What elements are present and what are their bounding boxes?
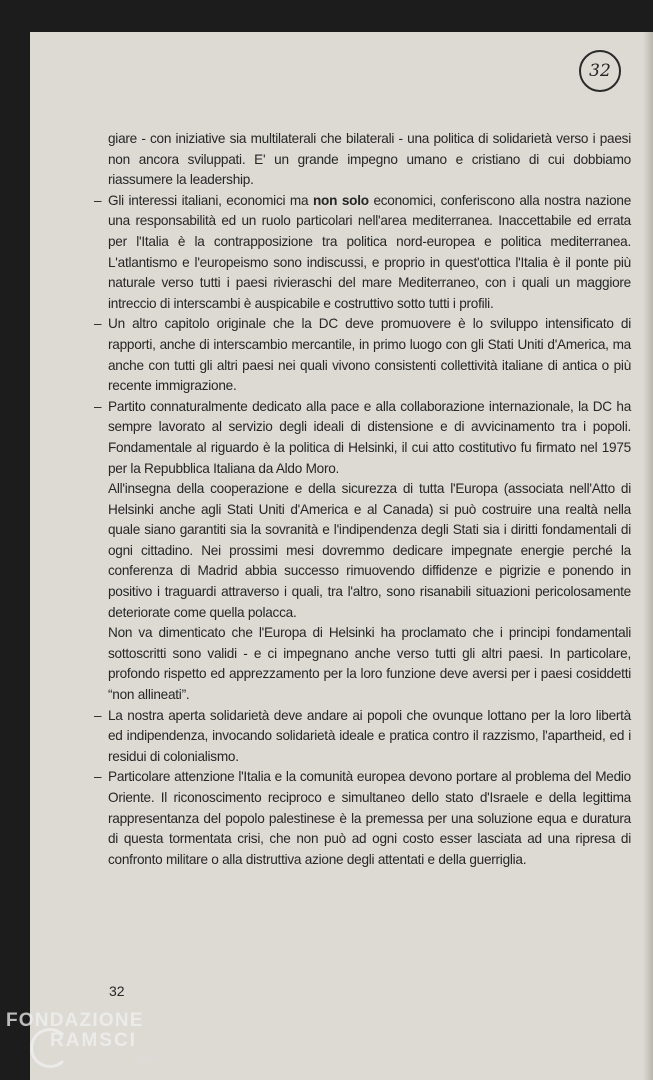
bullet-text: Particolare attenzione l'Italia e la comunità europea devono portare al problema del Medio Oriente. Il riconoscimento reciproco e simultaneo dello stato d'Israele e della legittima rappresentanza del popolo palestinese è la premessa per una soluzione equa e duratura di questa tormentata crisi, che non può ad ogni costo esser lasciata ad una ripresa di confronto militare o alla distruttiva azione degli attentati e della guerriglia. [108, 769, 631, 867]
bullet-dash: – [94, 316, 102, 332]
bullet-text: Partito connaturalmente dedicato alla pace e alla collaborazione internazionale, la DC ha sempre lavorato al servizio degli ideali di distensione e di avvicinamento tra i popoli. Fondamentale al riguardo è la politica di Helsinki, il cui atto costitutivo fu firmato nel 1975 per la Repubblica Italiana da Aldo Moro. [108, 398, 631, 476]
bullet-dash: – [94, 398, 102, 414]
body-text [94, 129, 631, 870]
watermark-g-icon [30, 1028, 70, 1068]
bullet-text: La nostra aperta solidarietà deve andare ai popoli che ovunque lottano per la loro libertà ed indipendenza, invocando solidarietà ideale e pratica contro il razzismo, l'apartheid, ed i residui di colonialismo. [108, 707, 631, 764]
bullet-text: Un altro capitolo originale che la DC deve promuovere è lo sviluppo intensificato di rapporti, anche di interscambio mercantile, in primo luogo con gli Stati Uniti d'America, ma anche con tutti gli altri paesi nei quali vivono consistenti collettività italiane di antica o più recente immigrazione. [108, 316, 631, 394]
bullet-text-end: economici, conferiscono alla nostra nazione una responsabilità ed un ruolo particolari nell'area mediterranea. Inaccettabile ed errata per l'Italia è la contrapposizione tra politica nord-europea e politica mediterranea. L'atlantismo e l'europeismo sono indiscussi, e proprio in quest'ottica l'Italia è il ponte più naturale verso tutti i paesi rivieraschi del mare Mediterraneo, con i quali un maggiore intreccio di interscambi è auspicabile e costruttivo sotto tutti i profili. [108, 192, 631, 311]
bullet-dash: – [94, 707, 102, 723]
bullet-dash: – [94, 192, 102, 208]
paragraph-continuation: giare - con iniziative sia multilaterali che bilaterali - una politica di solidarietà verso i paesi non ancora sviluppati. E' un grande impegno umano e cristiano di cui dobbiamo riassumere la leadership. [108, 131, 631, 188]
watermark-logo [6, 1010, 166, 1063]
bold-phrase: non solo [313, 192, 369, 208]
bullet-dash: – [94, 769, 102, 785]
bullet-item-usa-relations [94, 314, 631, 396]
document-page [30, 32, 653, 1080]
watermark-line1: FONDAZIONE [6, 1010, 144, 1031]
bullet-item-solidarity [94, 706, 631, 768]
bullet-item-middle-east [94, 767, 631, 870]
watermark-line2: RAMSCI [50, 1030, 137, 1051]
bullet-item-peace-helsinki [94, 397, 631, 479]
paragraph-cooperation: All'insegna della cooperazione e della sicurezza di tutta l'Europa (associata nell'Atto di Helsinki anche agli Stati Uniti d'America e al Canada) si può costruire una realtà nella quale siano garantiti sia la sovranità e l'indipendenza degli Stati sia i diritti fondamentali di ogni cittadino. Nei prossimi mesi dovremmo dedicare impegnate energie perché la conferenza di Madrid abbia successo rimuovendo diffidenze e pigrizie e ponendo in positivo i traguardi attraverso i quali, tra l'altro, sono risanabili situazioni pericolosamente deteriorate come quella polacca. [108, 481, 631, 620]
page-number: 32 [109, 983, 125, 999]
page-edge-shadow [643, 32, 653, 1080]
paragraph-non-aligned: Non va dimenticato che l'Europa di Helsinki ha proclamato che i principi fondamentali sottoscritti sono validi - e ci impegnano anche verso tutti gli altri paesi. In particolare, profondo rispetto ed apprezzamento per la loro funzione deve aversi per i paesi cosiddetti “non allineati”. [108, 625, 631, 703]
watermark-sub: onlus [137, 1054, 157, 1063]
bullet-text-start: Gli interessi italiani, economici ma [108, 192, 313, 208]
bullet-item-italian-interests [94, 191, 631, 315]
handwritten-page-marker: 32 [579, 50, 621, 92]
